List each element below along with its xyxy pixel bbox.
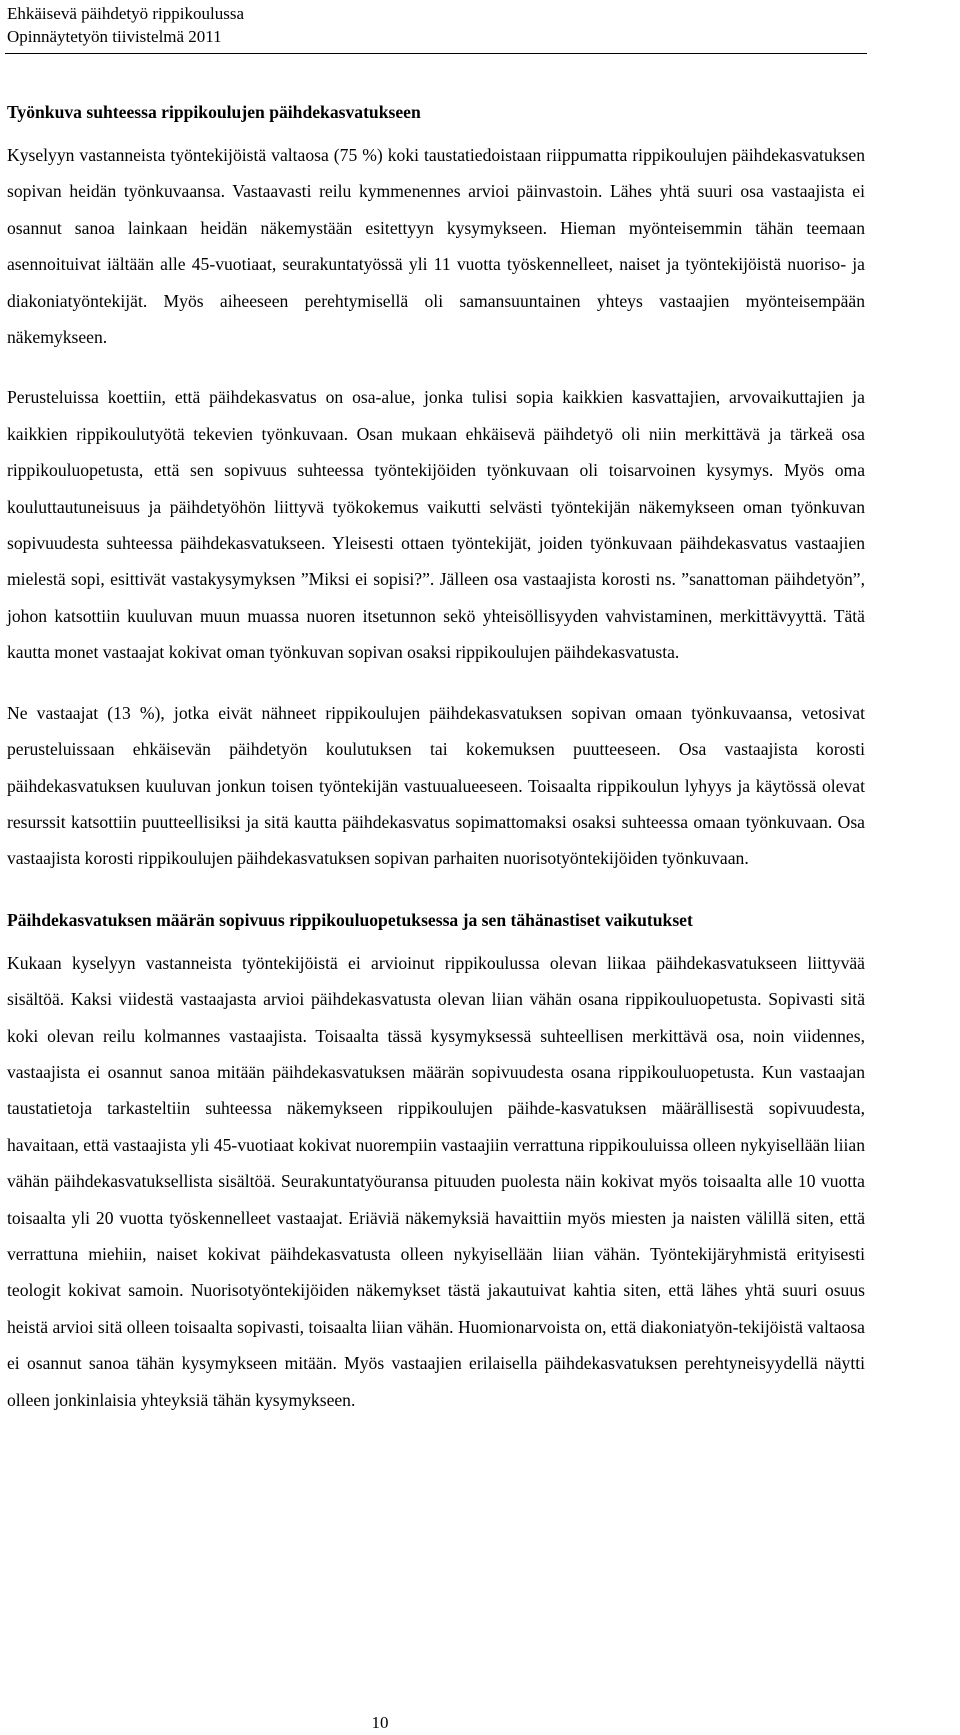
section-heading-maaran-sopivuus: Päihdekasvatuksen määrän sopivuus rippikouluopetuksessa ja sen tähänastiset vaikutukset	[7, 909, 693, 930]
running-header	[7, 2, 244, 48]
paragraph: Ne vastaajat (13 %), jotka eivät nähneet rippikoulujen päihdekasvatuksen sopivan omaan työnkuvaansa, vetosivat perusteluissaan ehkäisevän päihdetyön koulutuksen tai kokemuksen puutteeseen. Osa vastaajista korosti päihdekasvatuksen kuuluvan jonkun toisen työntekijän vastuualueeseen. Toisaalta rippikoulun lyhyys ja käytössä olevat resurssit katsottiin puutteellisiksi ja sitä kautta päihdekasvatus sopimattomaksi osaksi suhteessa omaan työnkuvaan. Osa vastaajista korosti rippikoulujen päihdekasvatuksen sopivan parhaiten nuorisotyöntekijöiden työnkuvaan.	[7, 702, 865, 869]
page-number: 10	[371, 1713, 389, 1732]
header-divider	[5, 53, 867, 54]
paragraph: Perusteluissa koettiin, että päihdekasvatus on osa-alue, jonka tulisi sopia kaikkien kasvattajien, arvovaikuttajien ja kaikkien rippikoulutyötä tekevien työnkuvaan. Osan mukaan ehkäisevä päihdetyö oli niin merkittävä ja tärkeä osa rippikouluopetusta, että sen sopivuus suhteessa työntekijöiden työnkuvaan oli toisarvoinen kysymys. Myös oma kouluttautuneisuus ja päihdetyöhön liittyvä työkokemus vaikutti selvästi työntekijän näkemykseen oman työnkuvan sopivuudesta suhteessa päihdekasvatukseen. Yleisesti ottaen työntekijät, joiden työnkuvaan päihdekasvatus vastaajien mielestä sopi, esittivät vastakysymyksen ”Miksi ei sopisi?”. Jälleen osa vastaajista korosti ns. ”sanattoman päihdetyön”, johon katsottiin kuuluvan muun muassa nuoren itsetunnon sekö yhteisöllisyyden vahvistaminen, merkittävyyttä. Tätä kautta monet vastaajat kokivat oman työnkuvan sopivan osaksi rippikoulujen päihdekasvatusta.	[7, 387, 865, 663]
section-heading-tyonkuva: Työnkuva suhteessa rippikoulujen päihdekasvatukseen	[7, 102, 421, 122]
document-body	[7, 95, 865, 1418]
header-subtitle: Opinnäytetyön tiivistelmä 2011	[7, 27, 222, 46]
header-title: Ehkäisevä päihdetyö rippikoulussa	[7, 4, 245, 23]
paragraph: Kyselyyn vastanneista työntekijöistä valtaosa (75 %) koki taustatiedoistaan riippumatta rippikoulujen päihdekasvatuksen sopivan heidän työnkuvaansa. Vastaavasti reilu kymmenennes arvioi päinvastoin. Lähes yhtä suuri osa vastaajista ei osannut sanoa lainkaan heidän näkemystään esitettyyn kysymykseen. Hieman myönteisemmin tähän teemaan asennoituivat iältään alle 45-vuotiaat, seurakuntatyössä yli 11 vuotta työskennelleet, naiset ja työntekijöistä nuoriso- ja diakoniatyöntekijät. Myös aiheeseen perehtymisellä oli samansuuntainen yhteys vastaajien myönteisempään näkemykseen.	[7, 145, 865, 348]
paragraph: Kukaan kyselyyn vastanneista työntekijöistä ei arvioinut rippikoulussa olevan liikaa päihdekasvatukseen liittyvää sisältöä. Kaksi viidestä vastaajasta arvioi päihdekasvatusta olevan liian vähän osana rippikouluopetusta. Sopivasti sitä koki olevan reilu kolmannes vastaajista. Toisaalta tässä kysymyksessä suhteellisen merkittävä osa, noin viidennes, vastaajista ei osannut sanoa mitään päihdekasvatuksen määrän sopivuudesta osana rippikouluopetusta. Kun vastaajan taustatietoja tarkasteltiin suhteessa näkemykseen rippikoulujen päihde-kasvatuksen määrällisestä sopivuudesta, havaitaan, että vastaajista yli 45-vuotiaat kokivat nuorempiin vastaajiin verrattuna rippikouluissa olleen nykyisellään liian vähän päihdekasvatuksellista sisältöä. Seurakuntatyöuransa pituuden puolesta näin kokivat myös toisaalta alle 10 vuotta toisaalta yli 20 vuotta työskennelleet vastaajat. Eriäviä näkemyksiä havaittiin myös miesten ja naisten välillä siten, että verrattuna miehiin, naiset kokivat päihdekasvatusta olleen nykyisellään liian vähän. Työntekijäryhmistä erityisesti teologit kokivat samoin. Nuorisotyöntekijöiden näkemykset tästä jakautuivat kahtia siten, että lähes yhtä suuri osuus heistä arvioi sitä olleen toisaalta sopivasti, toisaalta liian vähän. Huomionarvoista on, että diakoniatyön-tekijöistä valtaosa ei osannut sanoa tähän kysymykseen mitään. Myös vastaajien erilaisella päihdekasvatuksen perehtyneisyydellä näytti olleen jonkinlaisia yhteyksiä tähän kysymykseen.	[7, 952, 865, 1410]
